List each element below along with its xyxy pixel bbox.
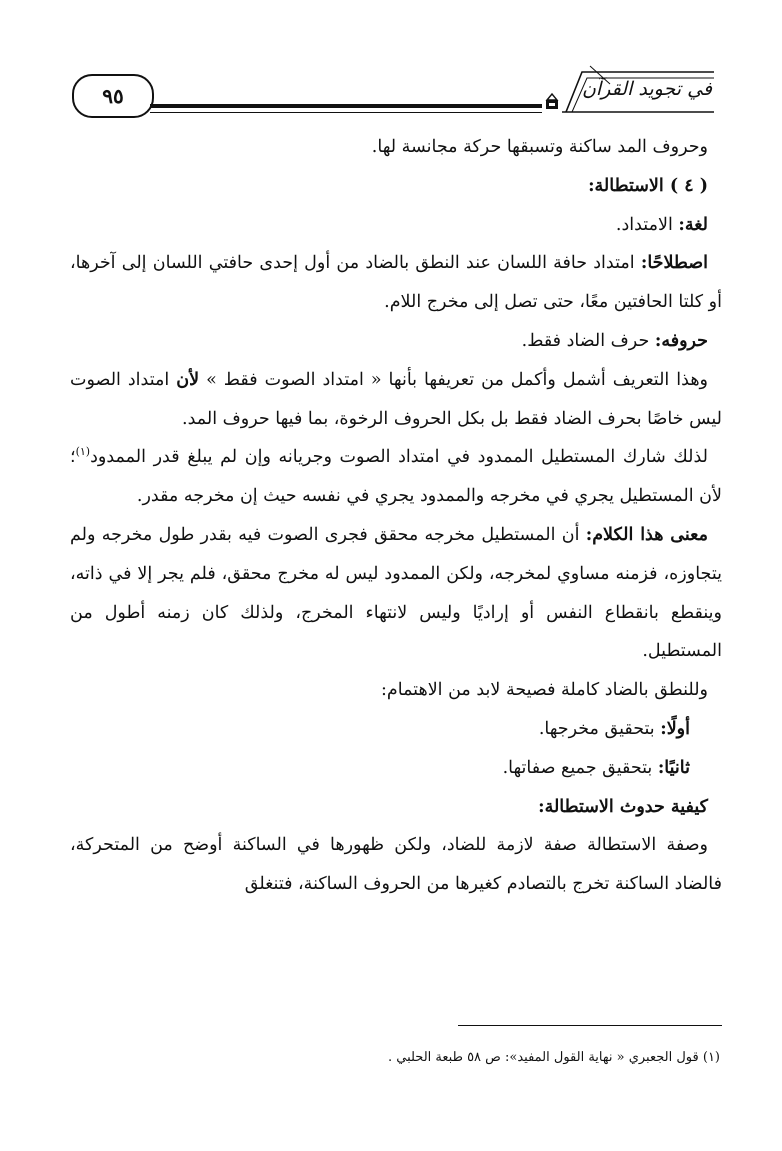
- paragraph: وحروف المد ساكنة وتسبقها حركة مجانسة لها.: [371, 137, 708, 157]
- list-item: [70, 710, 722, 749]
- definition-text: الامتداد.: [615, 214, 679, 235]
- paragraph: [70, 438, 722, 516]
- section-heading: ( ٤ ) الاستطالة:: [588, 175, 708, 196]
- paragraph: وللنطق بالضاد كاملة فصيحة لابد من الاهتمام:: [381, 680, 708, 701]
- paragraph: وصفة الاستطالة صفة لازمة للضاد، ولكن ظهورها في الساكنة أوضح من المتحركة، فالضاد الساكنة تخرج بالتصادم كغيرها من الحروف الساكنة، فتنغلق: [70, 835, 722, 895]
- definition-huruf: [70, 322, 722, 361]
- mushaf-stand-icon: [544, 92, 560, 110]
- list-text: بتحقيق جميع صفاتها.: [502, 757, 658, 778]
- emphasis-text: لأن: [176, 369, 200, 390]
- footnote: (١) قول الجعبري « نهاية القول المفيد»: ص ٥٨ طبعة الحلبي .: [387, 1050, 720, 1065]
- footnote-marker: (١): [75, 445, 91, 459]
- book-title: في تجويد القرآن: [581, 78, 712, 100]
- definition-label: لغة:: [678, 214, 708, 235]
- paragraph-text: وهذا التعريف أشمل وأكمل من تعريفها بأنها « امتداد الصوت فقط »: [199, 369, 708, 390]
- page-number: ٩٥: [72, 74, 154, 118]
- paragraph-text: ؛ لأن المستطيل يجري في مخرجه والممدود يجري في نفسه حيث إن مخرجه مقدر.: [70, 447, 722, 507]
- definition-label: اصطلاحًا:: [640, 253, 708, 274]
- header-rule-thin: [150, 112, 542, 113]
- paragraph-text: أن المستطيل مخرجه محقق فجرى الصوت فيه بقدر طول مخرجه ولم يتجاوزه، فزمنه مساوي لمخرجه، ولكن الممدود ليس له مخرج محقق، فلم يجر إلا في ذاته، وينقطع بانقطاع النفس أو إراديًا وليس لانتهاء المخرج، ولذلك كان زمنه أطول من المستطيل.: [70, 524, 722, 662]
- paragraph-text: لذلك شارك المستطيل الممدود في امتداد الصوت وجريانه وإن لم يبلغ قدر الممدود: [90, 447, 708, 468]
- page-body: [70, 128, 722, 904]
- paragraph: [70, 361, 722, 439]
- paragraph-text: امتداد الصوت ليس خاصًا بحرف الضاد فقط بل بكل الحروف الرخوة، بما فيها حروف المد.: [70, 369, 722, 429]
- paragraph: [70, 516, 722, 671]
- list-label: أولًا:: [660, 718, 690, 739]
- subsection-heading: كيفية حدوث الاستطالة:: [538, 796, 708, 817]
- definition-istilah: [70, 244, 722, 322]
- definition-label: حروفه:: [654, 330, 708, 351]
- header-rule-thick: [150, 104, 542, 108]
- page-header: [72, 62, 720, 122]
- list-label: ثانيًا:: [657, 757, 690, 778]
- footnote-separator: [458, 1025, 722, 1026]
- definition-lugha: [70, 206, 722, 245]
- list-text: بتحقيق مخرجها.: [538, 718, 661, 739]
- definition-text: امتداد حافة اللسان عند النطق بالضاد من أول إحدى حافتي اللسان إلى آخرها، أو كلتا الحافتين معًا، حتى تصل إلى مخرج اللام.: [70, 253, 722, 313]
- meaning-label: معنى هذا الكلام:: [585, 524, 708, 545]
- book-title-logo: [560, 62, 720, 118]
- definition-text: حرف الضاد فقط.: [521, 330, 655, 351]
- list-item: [70, 749, 722, 788]
